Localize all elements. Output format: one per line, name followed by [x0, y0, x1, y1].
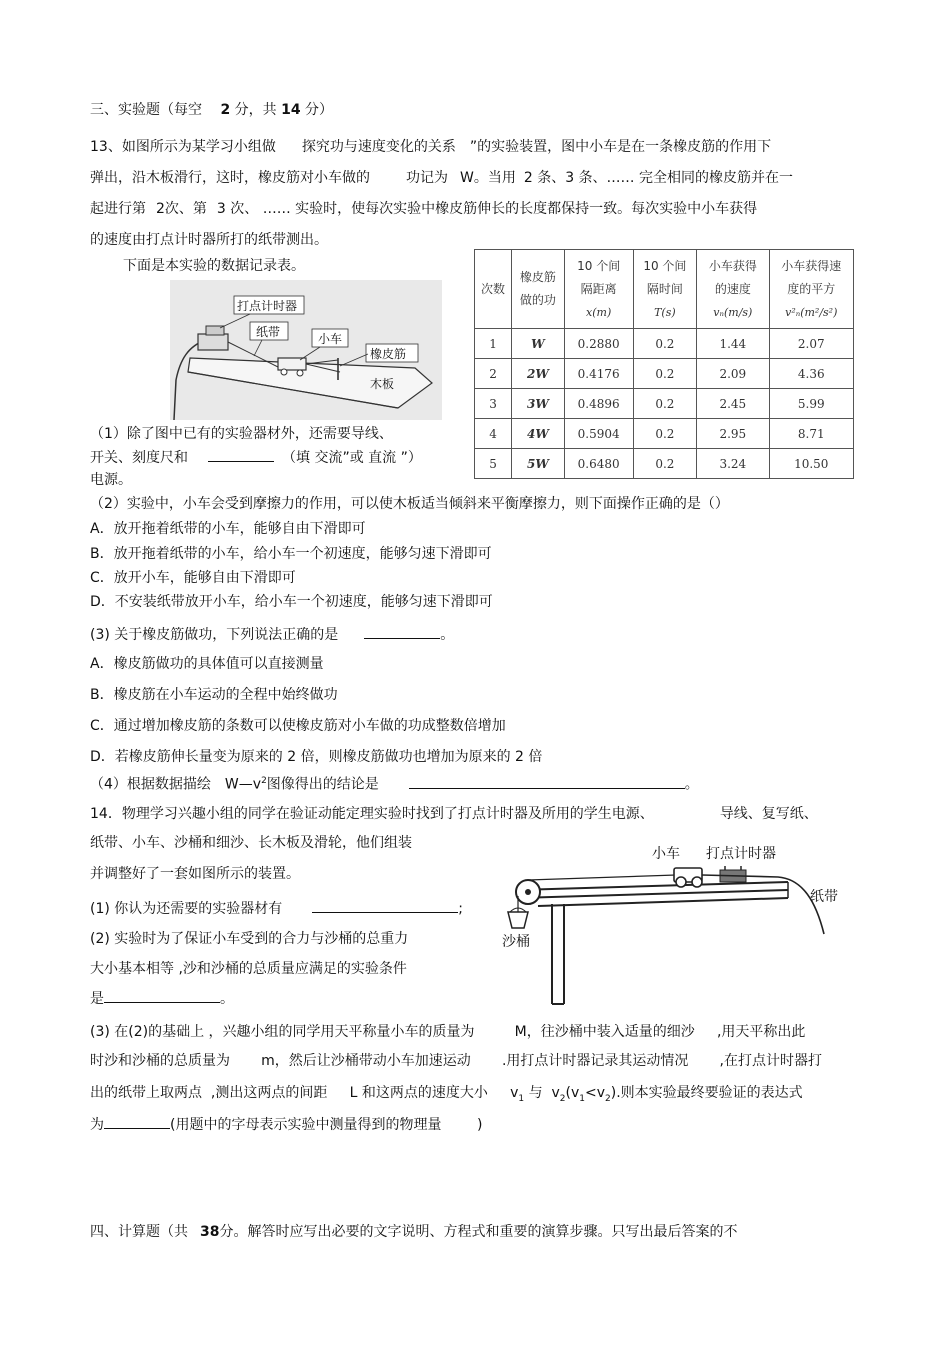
q14-p3-text: (用题中的字母表示实验中测量得到的物理量 ): [170, 1117, 483, 1133]
long-board: [518, 882, 788, 890]
q14-apparatus-figure: [498, 842, 850, 1008]
q13-p1-line1: （1）除了图中已有的实验器材外，还需要导线、: [90, 426, 393, 442]
sand-bucket: [508, 912, 528, 928]
table-cell: 0.4896: [564, 389, 633, 419]
q13-p3-option: D．若橡皮筋伸长量变为原来的 2 倍，则橡皮筋做功也增加为原来的 2 倍: [90, 749, 543, 765]
table-header-text: 次数: [481, 281, 506, 296]
table-header-cell: [697, 250, 769, 329]
table-cell: 0.2: [633, 419, 697, 449]
q13-p3-text: (3) 关于橡皮筋做功，下列说法正确的是: [90, 627, 339, 643]
q13-line5: 下面是本实验的数据记录表。: [123, 258, 305, 274]
section3-title-text2: 分，共: [234, 102, 277, 118]
table-cell: 0.6480: [564, 449, 633, 479]
table-header-text: 度的平方: [787, 281, 836, 296]
answer-blank-condition[interactable]: [104, 988, 220, 1003]
section4-text: 分。解答时应写出必要的文字说明、方程式和重要的演算步骤。只写出最后答案的不: [219, 1224, 738, 1240]
label-timer: 打点计时器: [706, 846, 776, 862]
q13-text: 起进行第: [90, 201, 146, 217]
section4-points: 38: [200, 1224, 220, 1240]
table-cell: 10.50: [769, 449, 854, 479]
table-header-text: 小车获得: [708, 258, 757, 273]
table-cell: 4: [475, 419, 512, 449]
q14-p2-text: 是: [90, 991, 104, 1007]
q13-p4-text: 图像得出的结论是: [266, 776, 379, 793]
label-board: 木板: [370, 377, 395, 391]
table-header-text: 做的功: [519, 293, 556, 307]
table-header-text: 橡皮筋: [519, 270, 556, 284]
q13-p4-text: （4）根据数据描绘: [90, 776, 211, 793]
table-cell: 1: [475, 329, 512, 359]
table-cell: 5.99: [769, 389, 854, 419]
q14-p2-text: 。: [220, 991, 234, 1007]
q14-p2-line3: [90, 988, 234, 1009]
q13-text: 弹出，沿木板滑行，这时，橡皮筋对小车做的: [90, 170, 370, 186]
answer-blank-power[interactable]: [208, 447, 274, 462]
table-cell: 0.5904: [564, 419, 633, 449]
table-header-cell: [769, 250, 854, 329]
q14-p3-text: ).则本实验最终要验证的表达式: [610, 1085, 803, 1101]
q13-p2-option: A．放开拖着纸带的小车，能够自由下滑即可: [90, 521, 366, 537]
table-cell: 8.71: [769, 419, 854, 449]
q14-p2-line2: 大小基本相等 ,沙和沙桶的总质量应满足的实验条件: [90, 961, 407, 977]
q14-p1: [90, 898, 463, 919]
table-row: [475, 449, 854, 479]
q13-p3-option: C．通过增加橡皮筋的条数可以使橡皮筋对小车做的功成整数倍增加: [90, 718, 506, 734]
q14-p3-text: <v: [584, 1085, 605, 1101]
answer-blank-conclusion[interactable]: [409, 774, 685, 789]
q13-text: ”的实验装置，图中小车是在一条橡皮筋的作用下: [469, 139, 772, 155]
cart-body: [278, 358, 306, 370]
section3-points: 2: [220, 102, 231, 118]
table-cell: 4.36: [769, 359, 854, 389]
q13-text: W。当用: [460, 170, 516, 186]
table-cell: 0.2880: [564, 329, 633, 359]
q14-p3-line3: [90, 1083, 803, 1109]
q14-text: 14．物理学习兴趣小组的同学在验证动能定理实验时找到了打点计时器及所用的学生电源、: [90, 806, 654, 822]
table-cell: 0.4176: [564, 359, 633, 389]
table-cell: W: [512, 329, 565, 359]
table-header-text: 小车获得速: [781, 258, 842, 273]
q13-p4: [90, 771, 699, 795]
answer-blank-rubber-work[interactable]: [364, 624, 440, 639]
section3-title: [90, 100, 333, 120]
q13-line4: 的速度由打点计时器所打的纸带测出。: [90, 232, 328, 248]
table-row: [475, 359, 854, 389]
q13-text: 3 次、 …… 实验时，使每次实验中橡皮筋伸长的长度都保持一致。每次实验中小车获得: [216, 201, 758, 217]
table-cell: 2.95: [697, 419, 769, 449]
table-header-text: 10 个间: [643, 258, 687, 273]
q13-p3-option: A．橡皮筋做功的具体值可以直接测量: [90, 656, 324, 672]
table-header-text: v²ₙ(m²/s²): [785, 305, 838, 319]
q14-p2-line1: (2) 实验时为了保证小车受到的合力与沙桶的总重力: [90, 931, 409, 947]
q13-p4-text: 。: [684, 776, 699, 793]
table-cell: 1.44: [697, 329, 769, 359]
table-cell: 5: [475, 449, 512, 479]
table-header-cell: [475, 250, 512, 329]
q14-p3-text: 出的纸带上取两点 ,测出这两点的间距 L 和这两点的速度大小 v: [90, 1085, 519, 1101]
table-cell: 0.2: [633, 359, 697, 389]
q13-text: 13、如图所示为某学习小组做: [90, 139, 276, 155]
q14-line3: 并调整好了一套如图所示的装置。: [90, 866, 300, 882]
section3-title-text: 三、实验题（每空: [90, 102, 202, 118]
q13-p2-option: B．放开拖着纸带的小车，给小车一个初速度，能够匀速下滑即可: [90, 546, 492, 562]
subscript: 2: [559, 1093, 566, 1104]
q14-p3-line2: 时沙和沙桶的总质量为 m，然后让沙桶带动小车加速运动 .用打点计时器记录其运动情况 ,在打点计时器打: [90, 1053, 822, 1069]
q13-text: 探究功与速度变化的关系: [301, 139, 456, 155]
table-cell: 2.09: [697, 359, 769, 389]
q13-text: 2 条、3 条、…… 完全相同的橡皮筋并在一: [523, 170, 794, 186]
q13-p3: [90, 624, 454, 645]
q13-p2-option: D．不安装纸带放开小车，给小车一个初速度，能够匀速下滑即可: [90, 594, 493, 610]
section4-title: [90, 1222, 737, 1242]
section3-title-text3: 分）: [305, 102, 334, 118]
q13-p4-text: W—v: [224, 776, 262, 793]
q13-line3: [90, 199, 757, 219]
q14-p3-text: (v: [565, 1085, 580, 1101]
q13-text: 2次、第: [156, 201, 207, 217]
q13-p1-text: （填 交流”或 直流 ”）: [282, 450, 422, 466]
q13-p1-text: 开关、刻度尺和: [90, 450, 188, 466]
table-header-row: [475, 250, 854, 329]
table-header-text: x(m): [586, 305, 612, 319]
table-row: [475, 389, 854, 419]
label-tape: 纸带: [256, 325, 281, 339]
subscript: 1: [579, 1093, 585, 1104]
q14-line1: [90, 804, 818, 824]
q13-p3-text: 。: [440, 627, 455, 643]
subscript: 1: [518, 1093, 525, 1104]
table-cell: 2W: [512, 359, 565, 389]
table-header-text: vₙ(m/s): [713, 305, 753, 319]
table-cell: 2: [475, 359, 512, 389]
q13-p2-option: C．放开小车，能够自由下滑即可: [90, 570, 296, 586]
q13-apparatus-figure: [170, 280, 442, 420]
table-cell: 3.24: [697, 449, 769, 479]
table-cell: 3: [475, 389, 512, 419]
subscript: 2: [605, 1093, 611, 1104]
table-header-cell: [512, 250, 565, 329]
q13-p1-line2: [90, 447, 422, 468]
table-header-text: 10 个间: [577, 258, 621, 273]
q13-p2: （2）实验中，小车会受到摩擦力的作用，可以使木板适当倾斜来平衡摩擦力，则下面操作正确的是（）: [90, 496, 729, 512]
table-cell: 3W: [512, 389, 565, 419]
section4-text: 四、计算题（共: [90, 1224, 188, 1240]
q13-line1: [90, 137, 771, 157]
table-header-text: 隔距离: [580, 281, 617, 296]
table-header-text: 隔时间: [646, 281, 683, 296]
answer-blank-expression[interactable]: [104, 1114, 170, 1129]
table-header-text: 的速度: [714, 281, 751, 296]
q14-p3-text: 与 v: [524, 1085, 560, 1101]
q14-line2: 纸带、小车、沙桶和细沙、长木板及滑轮，他们组装: [90, 835, 412, 851]
q13-p3-option: B．橡皮筋在小车运动的全程中始终做功: [90, 687, 338, 703]
section3-total: 14: [281, 102, 301, 118]
table-row: [475, 329, 854, 359]
label-timer: 打点计时器: [237, 299, 298, 313]
q14-p3-line4: [90, 1114, 483, 1135]
q14-p1-text: (1) 你认为还需要的实验器材有: [90, 901, 283, 917]
q14-text: 导线、复写纸、: [719, 806, 818, 822]
q14-p1-text: ;: [458, 901, 463, 917]
table-cell: 2.45: [697, 389, 769, 419]
label-cart: 小车: [318, 332, 343, 346]
q13-p4-sup: 2: [261, 776, 267, 786]
q13-p1-line3: 电源。: [90, 472, 132, 488]
label-bucket: 沙桶: [502, 934, 530, 950]
label-rubber: 橡皮筋: [370, 347, 407, 361]
q13-text: 功记为: [406, 170, 448, 186]
label-cart: 小车: [652, 846, 680, 862]
data-record-table: [474, 249, 854, 479]
answer-blank-equipment[interactable]: [312, 898, 458, 913]
table-row: [475, 419, 854, 449]
label-tape: 纸带: [810, 889, 838, 905]
q14-p3-line1: (3) 在(2)的基础上 ，兴趣小组的同学用天平称量小车的质量为 M，往沙桶中装入适量的细沙 ,用天平称出此: [90, 1024, 806, 1040]
table-header-text: T(s): [654, 305, 676, 319]
timer-device: [198, 334, 228, 350]
table-cell: 5W: [512, 449, 565, 479]
table-cell: 2.07: [769, 329, 854, 359]
q13-line2: [90, 168, 793, 188]
table-header-cell: [564, 250, 633, 329]
table-cell: 0.2: [633, 449, 697, 479]
table-header-cell: [633, 250, 697, 329]
q14-p3-text: 为: [90, 1117, 104, 1133]
table-cell: 0.2: [633, 329, 697, 359]
string: [528, 875, 676, 880]
table-cell: 4W: [512, 419, 565, 449]
table-cell: 0.2: [633, 389, 697, 419]
